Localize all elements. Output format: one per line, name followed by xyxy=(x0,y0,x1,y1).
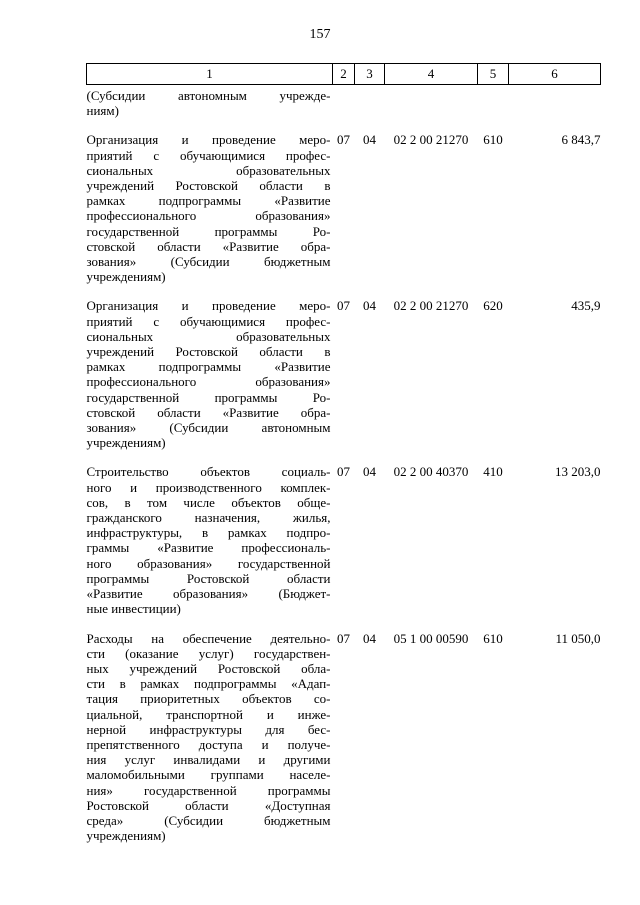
description-line: ния» государственной программы xyxy=(86,782,331,798)
description-line: сиональных образовательных xyxy=(86,162,331,178)
row-expense-type: 610 xyxy=(483,630,503,646)
description-line: зования» (Субсидии бюджетным xyxy=(86,254,331,270)
budget-table xyxy=(86,63,601,843)
description-line: профессионального образования» xyxy=(86,374,331,390)
description-line: (Субсидии автономным учрежде- xyxy=(86,88,331,103)
row-description xyxy=(87,85,333,119)
col-header-subsection: 3 xyxy=(355,64,385,85)
col-header-expense-type: 5 xyxy=(478,64,509,85)
row-section: 07 xyxy=(337,132,350,148)
row-section: 07 xyxy=(337,464,350,480)
row-expense-type: 620 xyxy=(483,298,503,314)
table-row xyxy=(87,617,601,844)
table-row xyxy=(87,284,601,450)
row-expense-type xyxy=(478,85,509,119)
description-line: граммы «Развитие профессиональ- xyxy=(86,540,331,556)
description-line: циальной, транспортной и инже- xyxy=(86,706,331,722)
row-expense-type: 410 xyxy=(483,464,503,480)
description-line: программы Ростовской области xyxy=(86,570,331,586)
description-line: «Развитие образования» (Бюджет- xyxy=(86,586,331,602)
col-header-amount: 6 xyxy=(509,64,601,85)
description-line: ния услуг инвалидами и другими xyxy=(86,752,331,768)
col-header-description: 1 xyxy=(87,64,333,85)
description-line: приятий с обучающимися профес- xyxy=(86,147,331,163)
description-line: учреждений Ростовской области в xyxy=(86,344,331,360)
row-amount: 13 203,0 xyxy=(555,464,601,480)
row-target-code xyxy=(385,85,478,119)
description-line: ные инвестиции) xyxy=(86,601,181,617)
description-line: сов, в том числе объектов обще- xyxy=(86,494,331,510)
row-description xyxy=(87,118,333,284)
row-description xyxy=(87,617,333,844)
description-line: инфраструктуры, в рамках подпро- xyxy=(86,525,331,541)
row-target-code: 05 1 00 00590 xyxy=(393,630,469,646)
row-subsection: 04 xyxy=(363,298,376,314)
description-line: профессионального образования» xyxy=(86,208,331,224)
table-row xyxy=(87,85,601,119)
table-row xyxy=(87,118,601,284)
description-line: зования» (Субсидии автономным xyxy=(86,420,331,436)
table-body xyxy=(87,85,601,844)
col-header-target-code: 4 xyxy=(385,64,478,85)
description-line: стовской области «Развитие обра- xyxy=(86,238,331,254)
description-line: стовской области «Развитие обра- xyxy=(86,404,331,420)
description-line: учреждениям) xyxy=(86,828,166,844)
description-line: нерной инфраструктуры для бес- xyxy=(86,721,331,737)
description-line: ного и производственного комплек- xyxy=(86,479,331,495)
row-amount: 435,9 xyxy=(571,298,601,314)
description-line: сти в рамках подпрограммы «Адап- xyxy=(86,676,331,692)
row-description xyxy=(87,450,333,616)
description-line: Ростовской области «Доступная xyxy=(86,797,331,813)
row-subsection xyxy=(355,85,385,119)
description-line: Организация и проведение меро- xyxy=(86,132,331,148)
row-description xyxy=(87,284,333,450)
row-target-code: 02 2 00 21270 xyxy=(393,298,469,314)
table-header-row xyxy=(87,64,601,85)
description-line: ниям) xyxy=(86,103,119,119)
row-expense-type: 610 xyxy=(483,132,503,148)
description-line: учреждений Ростовской области в xyxy=(86,178,331,194)
description-line: приятий с обучающимися профес- xyxy=(86,313,331,329)
description-line: рамках подпрограммы «Развитие xyxy=(86,193,331,209)
row-amount: 11 050,0 xyxy=(555,630,601,646)
description-line: сиональных образовательных xyxy=(86,328,331,344)
description-line: государственной программы Ро- xyxy=(86,389,331,405)
table-row xyxy=(87,450,601,616)
row-amount: 6 843,7 xyxy=(561,132,601,148)
row-section: 07 xyxy=(337,298,350,314)
row-amount xyxy=(509,85,601,119)
description-line: Строительство объектов социаль- xyxy=(86,464,331,480)
description-line: ных учреждений Ростовской обла- xyxy=(86,660,331,676)
row-target-code: 02 2 00 21270 xyxy=(393,132,469,148)
row-section: 07 xyxy=(337,630,350,646)
description-line: Расходы на обеспечение деятельно- xyxy=(86,630,331,646)
row-subsection: 04 xyxy=(363,630,376,646)
page-number: 157 xyxy=(309,27,331,42)
row-section xyxy=(333,85,355,119)
description-line: среда» (Субсидии бюджетным xyxy=(86,812,331,828)
description-line: тация приоритетных объектов со- xyxy=(86,691,331,707)
row-subsection: 04 xyxy=(363,464,376,480)
row-target-code: 02 2 00 40370 xyxy=(393,464,469,480)
description-line: сти (оказание услуг) государствен- xyxy=(86,645,331,661)
description-line: ного образования» государственной xyxy=(86,555,331,571)
description-line: рамках подпрограммы «Развитие xyxy=(86,359,331,375)
description-line: маломобильными группами населе- xyxy=(86,767,331,783)
description-line: Организация и проведение меро- xyxy=(86,298,331,314)
description-line: учреждениям) xyxy=(86,435,166,451)
row-subsection: 04 xyxy=(363,132,376,148)
description-line: учреждениям) xyxy=(86,269,166,285)
description-line: препятственного доступа и получе- xyxy=(86,736,331,752)
description-line: государственной программы Ро- xyxy=(86,223,331,239)
description-line: гражданского назначения, жилья, xyxy=(86,510,331,526)
col-header-section: 2 xyxy=(333,64,355,85)
